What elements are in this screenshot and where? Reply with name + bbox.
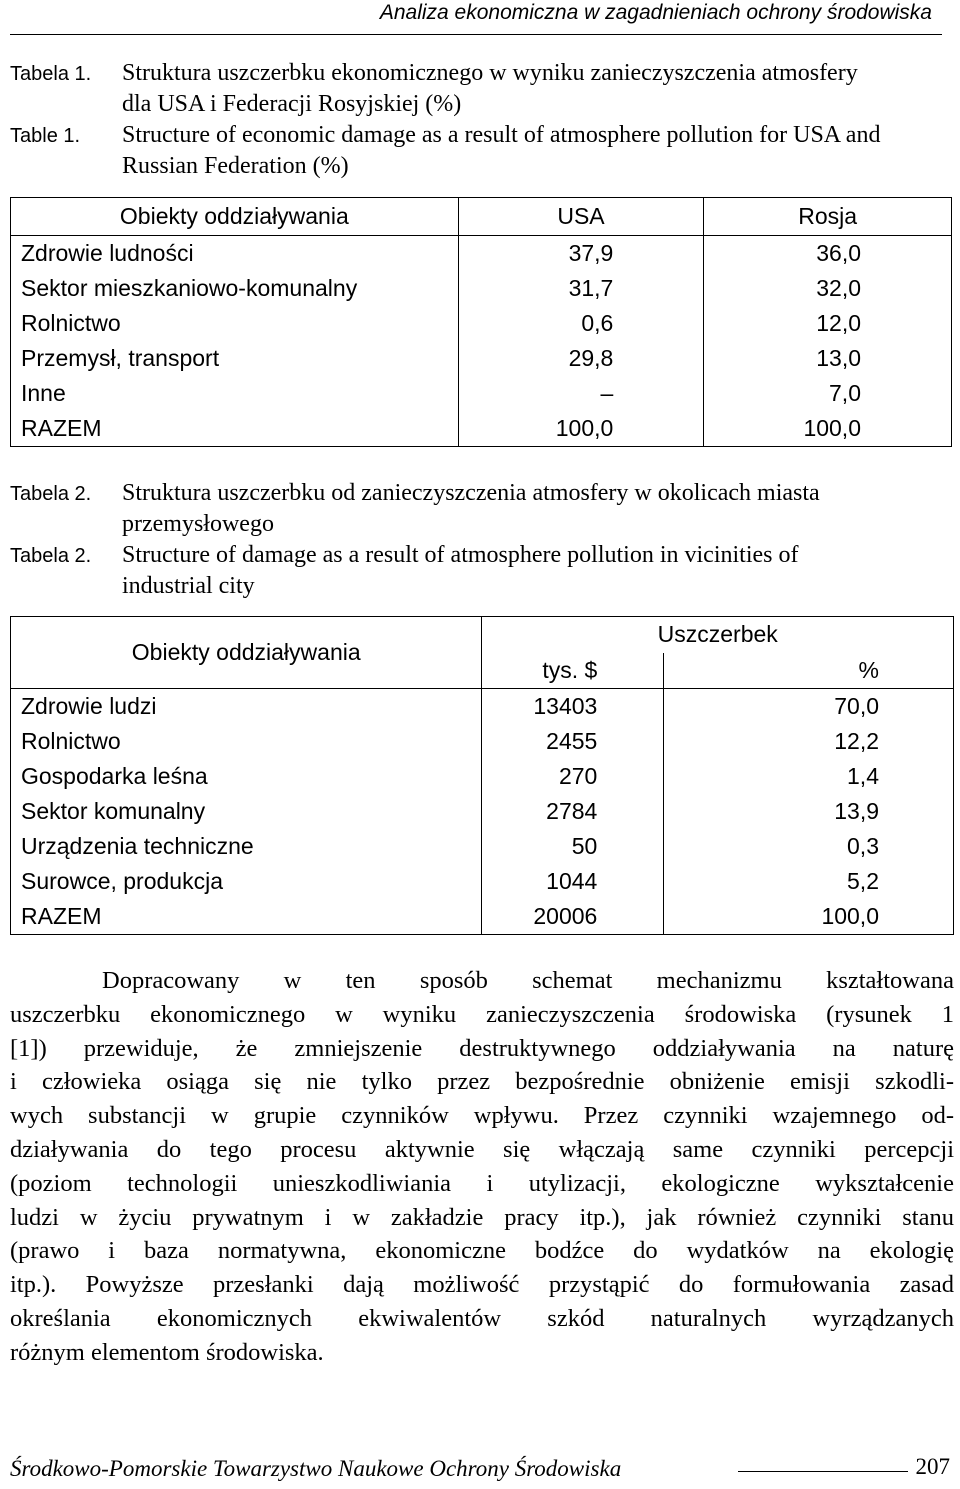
table1-caption-en-line2: Russian Federation (%) [122,153,349,179]
table1-cell-usa: 37,9 [458,236,704,271]
table2-caption-en-line2: industrial city [122,573,255,599]
page-footer [10,1456,950,1486]
table2-header-thousand-usd: tys. $ [482,653,664,689]
table1-cell-rosja: 100,0 [704,411,952,447]
table-row [11,411,952,447]
table2-cell-percent: 100,0 [664,899,954,935]
table-row [11,794,954,829]
table1-caption-pl-line2: dla USA i Federacji Rosyjskiej (%) [122,91,462,117]
table2-caption-pl-line2: przemysłowego [122,511,274,537]
table-row [11,306,952,341]
paragraph-line: ludzi w życiu prywatnym i w zakładzie pracy itp.), jak również czynniki stanu [10,1203,954,1231]
paragraph-line: uszczerbku ekonomicznego w wyniku zanieczyszczenia środowiska (rysunek 1 [10,1000,954,1028]
table-row [11,724,954,759]
table-row [11,271,952,306]
table2-cell-percent: 1,4 [664,759,954,794]
table2 [10,616,954,935]
table-row [11,341,952,376]
table1-cell-label: Inne [11,376,459,411]
running-title: Analiza ekonomiczna w zagadnieniach ochrony środowiska [379,1,932,24]
table2-cell-label: Surowce, produkcja [11,864,482,899]
paragraph-line: [1]) przewiduje, że zmniejszenie destruktywnego oddziaływania na naturę [10,1034,954,1062]
table2-cell-value: 1044 [482,864,664,899]
paragraph-line: wych substancji w grupie czynników wpływu. Przez czynniki wzajemnego od- [10,1102,954,1130]
table2-caption-pl-line1: Struktura uszczerbku od zanieczyszczenia atmosfery w okolicach miasta [122,480,820,506]
table2-caption-en-label: Tabela 2. [10,545,92,567]
table-row [11,689,954,724]
table2-caption-en-line1: Structure of damage as a result of atmosphere pollution in vicinities of [122,542,799,568]
table-row [11,829,954,864]
table2-cell-percent: 70,0 [664,689,954,724]
paragraph-line: itp.). Powyższe przesłanki dają możliwość przystąpić do formułowania zasad [10,1271,954,1299]
table1-cell-label: RAZEM [11,411,459,447]
table2-cell-label: RAZEM [11,899,482,935]
paragraph-line: określania ekonomicznych ekwiwalentów szkód naturalnych wyrządzanych [10,1304,954,1332]
table1-cell-rosja: 7,0 [704,376,952,411]
table1-caption-pl-line1: Struktura uszczerbku ekonomicznego w wyniku zanieczyszczenia atmosfery [122,60,858,86]
table1-header-usa: USA [458,198,704,236]
footer-society: Środkowo-Pomorskie Towarzystwo Naukowe Ochrony Środowiska [10,1456,622,1481]
table2-cell-percent: 13,9 [664,794,954,829]
table2-cell-value: 2784 [482,794,664,829]
table1-cell-label: Przemysł, transport [11,341,459,376]
table1-cell-rosja: 12,0 [704,306,952,341]
table2-header-row-top [11,617,954,653]
table1-cell-label: Zdrowie ludności [11,236,459,271]
table1-cell-usa: – [458,376,704,411]
body-paragraph [10,964,954,1370]
page-number: 207 [915,1454,950,1479]
table-row [11,759,954,794]
table1-header-objects: Obiekty oddziaływania [11,198,459,236]
table2-cell-label: Gospodarka leśna [11,759,482,794]
table-row [11,899,954,935]
table2-header-damage: Uszczerbek [482,617,954,653]
table1-caption-en-label: Table 1. [10,125,81,147]
table-row [11,376,952,411]
table1-caption [10,58,954,188]
table2-cell-value: 50 [482,829,664,864]
table2-cell-label: Sektor komunalny [11,794,482,829]
table2-cell-percent: 0,3 [664,829,954,864]
table1-caption-pl-label: Tabela 1. [10,63,92,85]
table1-header-rosja: Rosja [704,198,952,236]
paragraph-line: (prawo i baza normatywna, ekonomiczne bodźce do wydatków na ekologię [10,1237,954,1265]
table1-caption-en-line1: Structure of economic damage as a result of atmosphere pollution for USA and [122,122,881,148]
table1-cell-label: Rolnictwo [11,306,459,341]
table2-cell-value: 270 [482,759,664,794]
table1-cell-usa: 29,8 [458,341,704,376]
table2-cell-label: Zdrowie ludzi [11,689,482,724]
table2-cell-label: Urządzenia techniczne [11,829,482,864]
table1 [10,197,952,447]
table2-header-percent: % [664,653,954,689]
paragraph-line: i człowieka osiąga się nie tylko przez bezpośrednie obniżenie emisji szkodli- [10,1068,954,1096]
table-row [11,864,954,899]
table1-cell-label: Sektor mieszkaniowo-komunalny [11,271,459,306]
table1-cell-rosja: 13,0 [704,341,952,376]
footer-divider [738,1471,908,1472]
running-header [10,0,942,35]
table2-cell-label: Rolnictwo [11,724,482,759]
paragraph-line: Dopracowany w ten sposób schemat mechanizmu kształtowana [102,967,954,994]
paragraph-line: różnym elementom środowiska. [10,1338,324,1366]
table1-cell-rosja: 36,0 [704,236,952,271]
paragraph-line: (poziom technologii unieszkodliwiania i utylizacji, ekologiczne wykształcenie [10,1169,954,1197]
table2-cell-percent: 12,2 [664,724,954,759]
table2-header-objects: Obiekty oddziaływania [11,617,482,689]
table2-caption [10,478,954,608]
table2-cell-percent: 5,2 [664,864,954,899]
table2-caption-pl-label: Tabela 2. [10,483,92,505]
table2-cell-value: 20006 [482,899,664,935]
table1-cell-rosja: 32,0 [704,271,952,306]
paragraph-line: działywania do tego procesu aktywnie się włączają same czynniki percepcji [10,1135,954,1163]
table2-cell-value: 13403 [482,689,664,724]
table1-cell-usa: 0,6 [458,306,704,341]
table1-cell-usa: 31,7 [458,271,704,306]
table2-cell-value: 2455 [482,724,664,759]
table-row [11,236,952,271]
table1-header-row [11,198,952,236]
table1-cell-usa: 100,0 [458,411,704,447]
